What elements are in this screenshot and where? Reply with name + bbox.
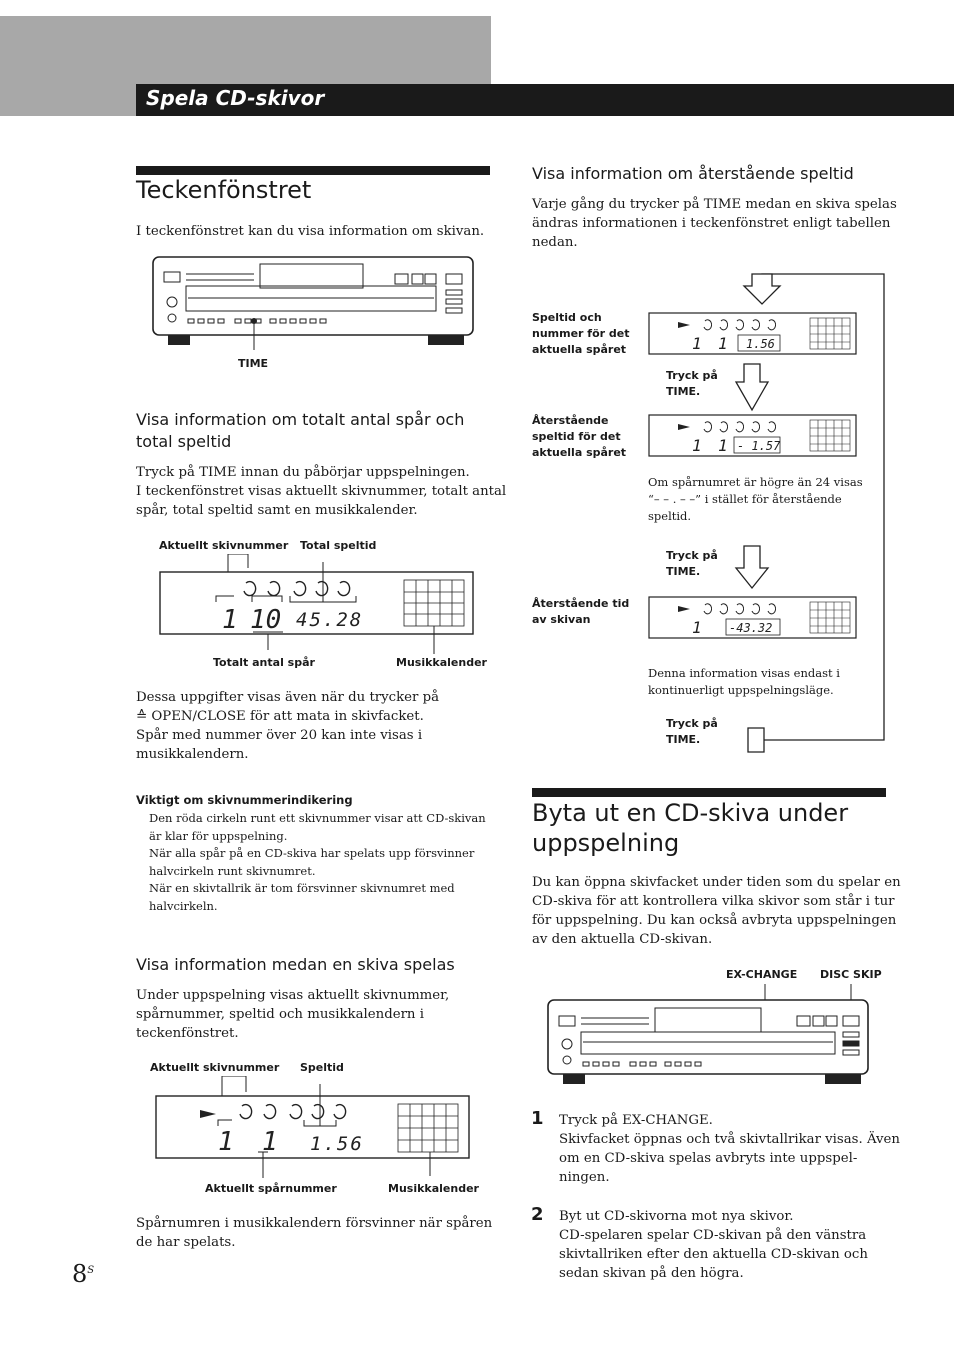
remaining-body-line: Varje gång du trycker på TIME medan en skiva spelas [532,197,897,212]
subheading-total-line1: Visa information om totalt antal spår och [136,410,465,429]
step2-line: sedan skivan på den högra. [559,1266,744,1281]
display-panel-total [158,554,476,654]
row3-label-line: Återstående tid [532,597,630,610]
display2-disc: 1 [218,1127,234,1157]
row1-track: 1 [718,334,728,353]
display2-time: 1.56 [310,1133,364,1155]
note-line: När en skivtallrik är tom försvinner skivnumret med [149,881,455,895]
after2-line: de har spelats. [136,1235,236,1250]
note-line: Den röda cirkeln runt ett skivnummer visar att CD-skivan [149,811,486,825]
step1-text [559,1111,900,1187]
press-time-1 [666,368,718,400]
step1-line: Skivfacket öppnas och två skivtallrikar visas. Även [559,1132,900,1147]
step2-line: Byt ut CD-skivorna mot nya skivor. [559,1209,794,1224]
press-line: Tryck på [666,549,718,562]
row2-label-line: aktuella spåret [532,446,627,459]
cd-player-illustration [150,254,476,350]
row2-note-line: “– – . – –” i stället för återstående [648,492,842,506]
row1-label-line: nummer för det [532,327,630,340]
ex-change-label: EX-CHANGE [726,968,798,981]
subheading-remaining: Visa information om återstående speltid [532,164,854,183]
row3-note [648,665,840,699]
total-body [136,463,506,520]
exchange-title-line: uppspelning [532,829,680,857]
display1-disc: 1 [222,605,238,635]
exchange-intro-line: Du kan öppna skivfacket under tiden som du spelar en [532,875,901,890]
row3-disc: 1 [692,618,702,637]
exchange-intro-line: för uppspelning. Du kan också avbryta uppspelningen [532,913,897,928]
note-line: halvcirkeln runt skivnumret. [149,863,316,878]
label-music-calendar-2: Musikkalender [388,1182,479,1195]
total-body-line: I teckenfönstret visas aktuellt skivnummer, totalt antal [136,484,507,499]
press-line: TIME. [666,565,701,578]
exchange-intro-line: CD-skiva för att kontrollera vilka skivor som står i tur [532,894,895,909]
step2-line: CD-spelaren spelar CD-skivan på den vänstra [559,1228,867,1243]
display-panel-playing [154,1076,474,1180]
press-line: TIME. [666,385,701,398]
playing-body-line: Under uppspelning visas aktuellt skivnummer, [136,988,450,1003]
step1-line: om en CD-skiva spelas avbryts inte uppspel- [559,1151,858,1166]
step1-line: ningen. [559,1170,610,1185]
step1-line: Tryck på EX-CHANGE. [559,1113,713,1128]
label-current-track: Aktuellt spårnummer [205,1182,337,1195]
row2-time: - 1.57 [737,439,781,453]
after1-line: musikkalendern. [136,747,249,762]
remaining-body-line: ändras informationen i teckenfönstret enligt tabellen [532,216,891,231]
playing-body-line: spårnummer, speltid och musikkalendern i [136,1007,424,1022]
press-line: Tryck på [666,717,718,730]
page-title: Teckenfönstret [136,176,312,204]
row3-note-line: Denna information visas endast i [648,666,840,680]
row1-disc: 1 [692,334,702,353]
row3-time: -43.32 [729,621,773,635]
step2-text [559,1207,868,1283]
row2-note-line: Om spårnumret är högre än 24 visas [648,475,863,489]
row3-label-line: av skivan [532,613,591,626]
page-number-digit: 8 [72,1260,88,1288]
label-total-tracks: Totalt antal spår [213,656,315,669]
time-label: TIME [238,357,269,370]
note-body [149,810,486,915]
row2-track: 1 [718,436,728,455]
row1-label-line: aktuella spåret [532,343,627,356]
exchange-intro [532,873,901,949]
after1-line: Spår med nummer över 20 kan inte visas i [136,728,423,743]
row2-label-line: Återstående [532,414,609,427]
mini-display-3 [648,596,858,640]
playing-body [136,986,449,1043]
after-display1 [136,688,439,764]
exchange-title [532,798,848,858]
row3-note-line: kontinuerligt uppspelningsläge. [648,683,834,697]
display1-time: 45.28 [296,609,364,631]
row2-disc: 1 [692,436,702,455]
remaining-body [532,195,897,252]
exchange-title-line: Byta ut en CD-skiva under [532,799,849,827]
after1-line: Dessa uppgifter visas även när du trycker på [136,690,440,705]
row1-label-line: Speltid och [532,311,602,324]
mini-display-1 [648,312,858,356]
label-current-disc-2: Aktuellt skivnummer [150,1061,280,1074]
row3-label [532,596,629,628]
exchange-intro-line: av den aktuella CD-skivan. [532,932,713,947]
total-body-line: Tryck på TIME innan du påbörjar uppspelningen. [136,465,470,480]
playing-body-line: teckenfönstret. [136,1026,239,1041]
row2-note [648,474,863,525]
label-music-calendar: Musikkalender [396,656,487,669]
row1-time: 1.56 [746,337,775,351]
step2-number: 2 [531,1204,544,1225]
section-title: Spela CD-skivor [146,86,325,110]
row2-label-line: speltid för det [532,430,621,443]
label-total-time: Total speltid [300,539,377,552]
note-line: är klar för uppspelning. [149,828,288,843]
after1-line: ≙ OPEN/CLOSE för att mata in skivfacket. [136,709,424,724]
after-display2 [136,1214,492,1252]
press-line: Tryck på [666,369,718,382]
remaining-body-line: nedan. [532,235,578,250]
title-rule-2 [532,788,886,797]
disc-skip-label: DISC SKIP [820,968,882,981]
cd-player-illustration-2 [545,982,871,1086]
step2-line: skivtallriken efter den aktuella CD-skivan och [559,1247,868,1262]
mini-display-2 [648,414,858,458]
display2-track: 1 [262,1127,278,1157]
display1-tracks: 10 [250,605,282,635]
row1-label [532,310,630,358]
title-rule [136,166,490,175]
page-suffix: S [87,1265,95,1276]
note-line: När alla spår på en CD-skiva har spelats upp försvinner [149,846,475,860]
press-time-2 [666,548,718,580]
label-current-disc: Aktuellt skivnummer [159,539,289,552]
after2-line: Spårnumren i musikkalendern försvinner när spåren [136,1216,493,1231]
press-line: TIME. [666,733,701,746]
note-title: Viktigt om skivnummerindikering [136,793,353,807]
note-line: halvcirkeln. [149,898,218,913]
subheading-total [136,409,464,453]
total-body-line: spår, total speltid samt en musikkalender. [136,503,418,518]
step1-number: 1 [531,1108,544,1129]
label-playtime: Speltid [300,1061,344,1074]
subheading-playing: Visa information medan en skiva spelas [136,955,455,974]
press-time-3 [666,716,718,748]
page-number [72,1260,94,1288]
subheading-total-line2: total speltid [136,432,232,451]
intro-text: I teckenfönstret kan du visa information om skivan. [136,224,485,239]
row2-label [532,413,626,461]
row2-note-line: speltid. [648,509,692,523]
